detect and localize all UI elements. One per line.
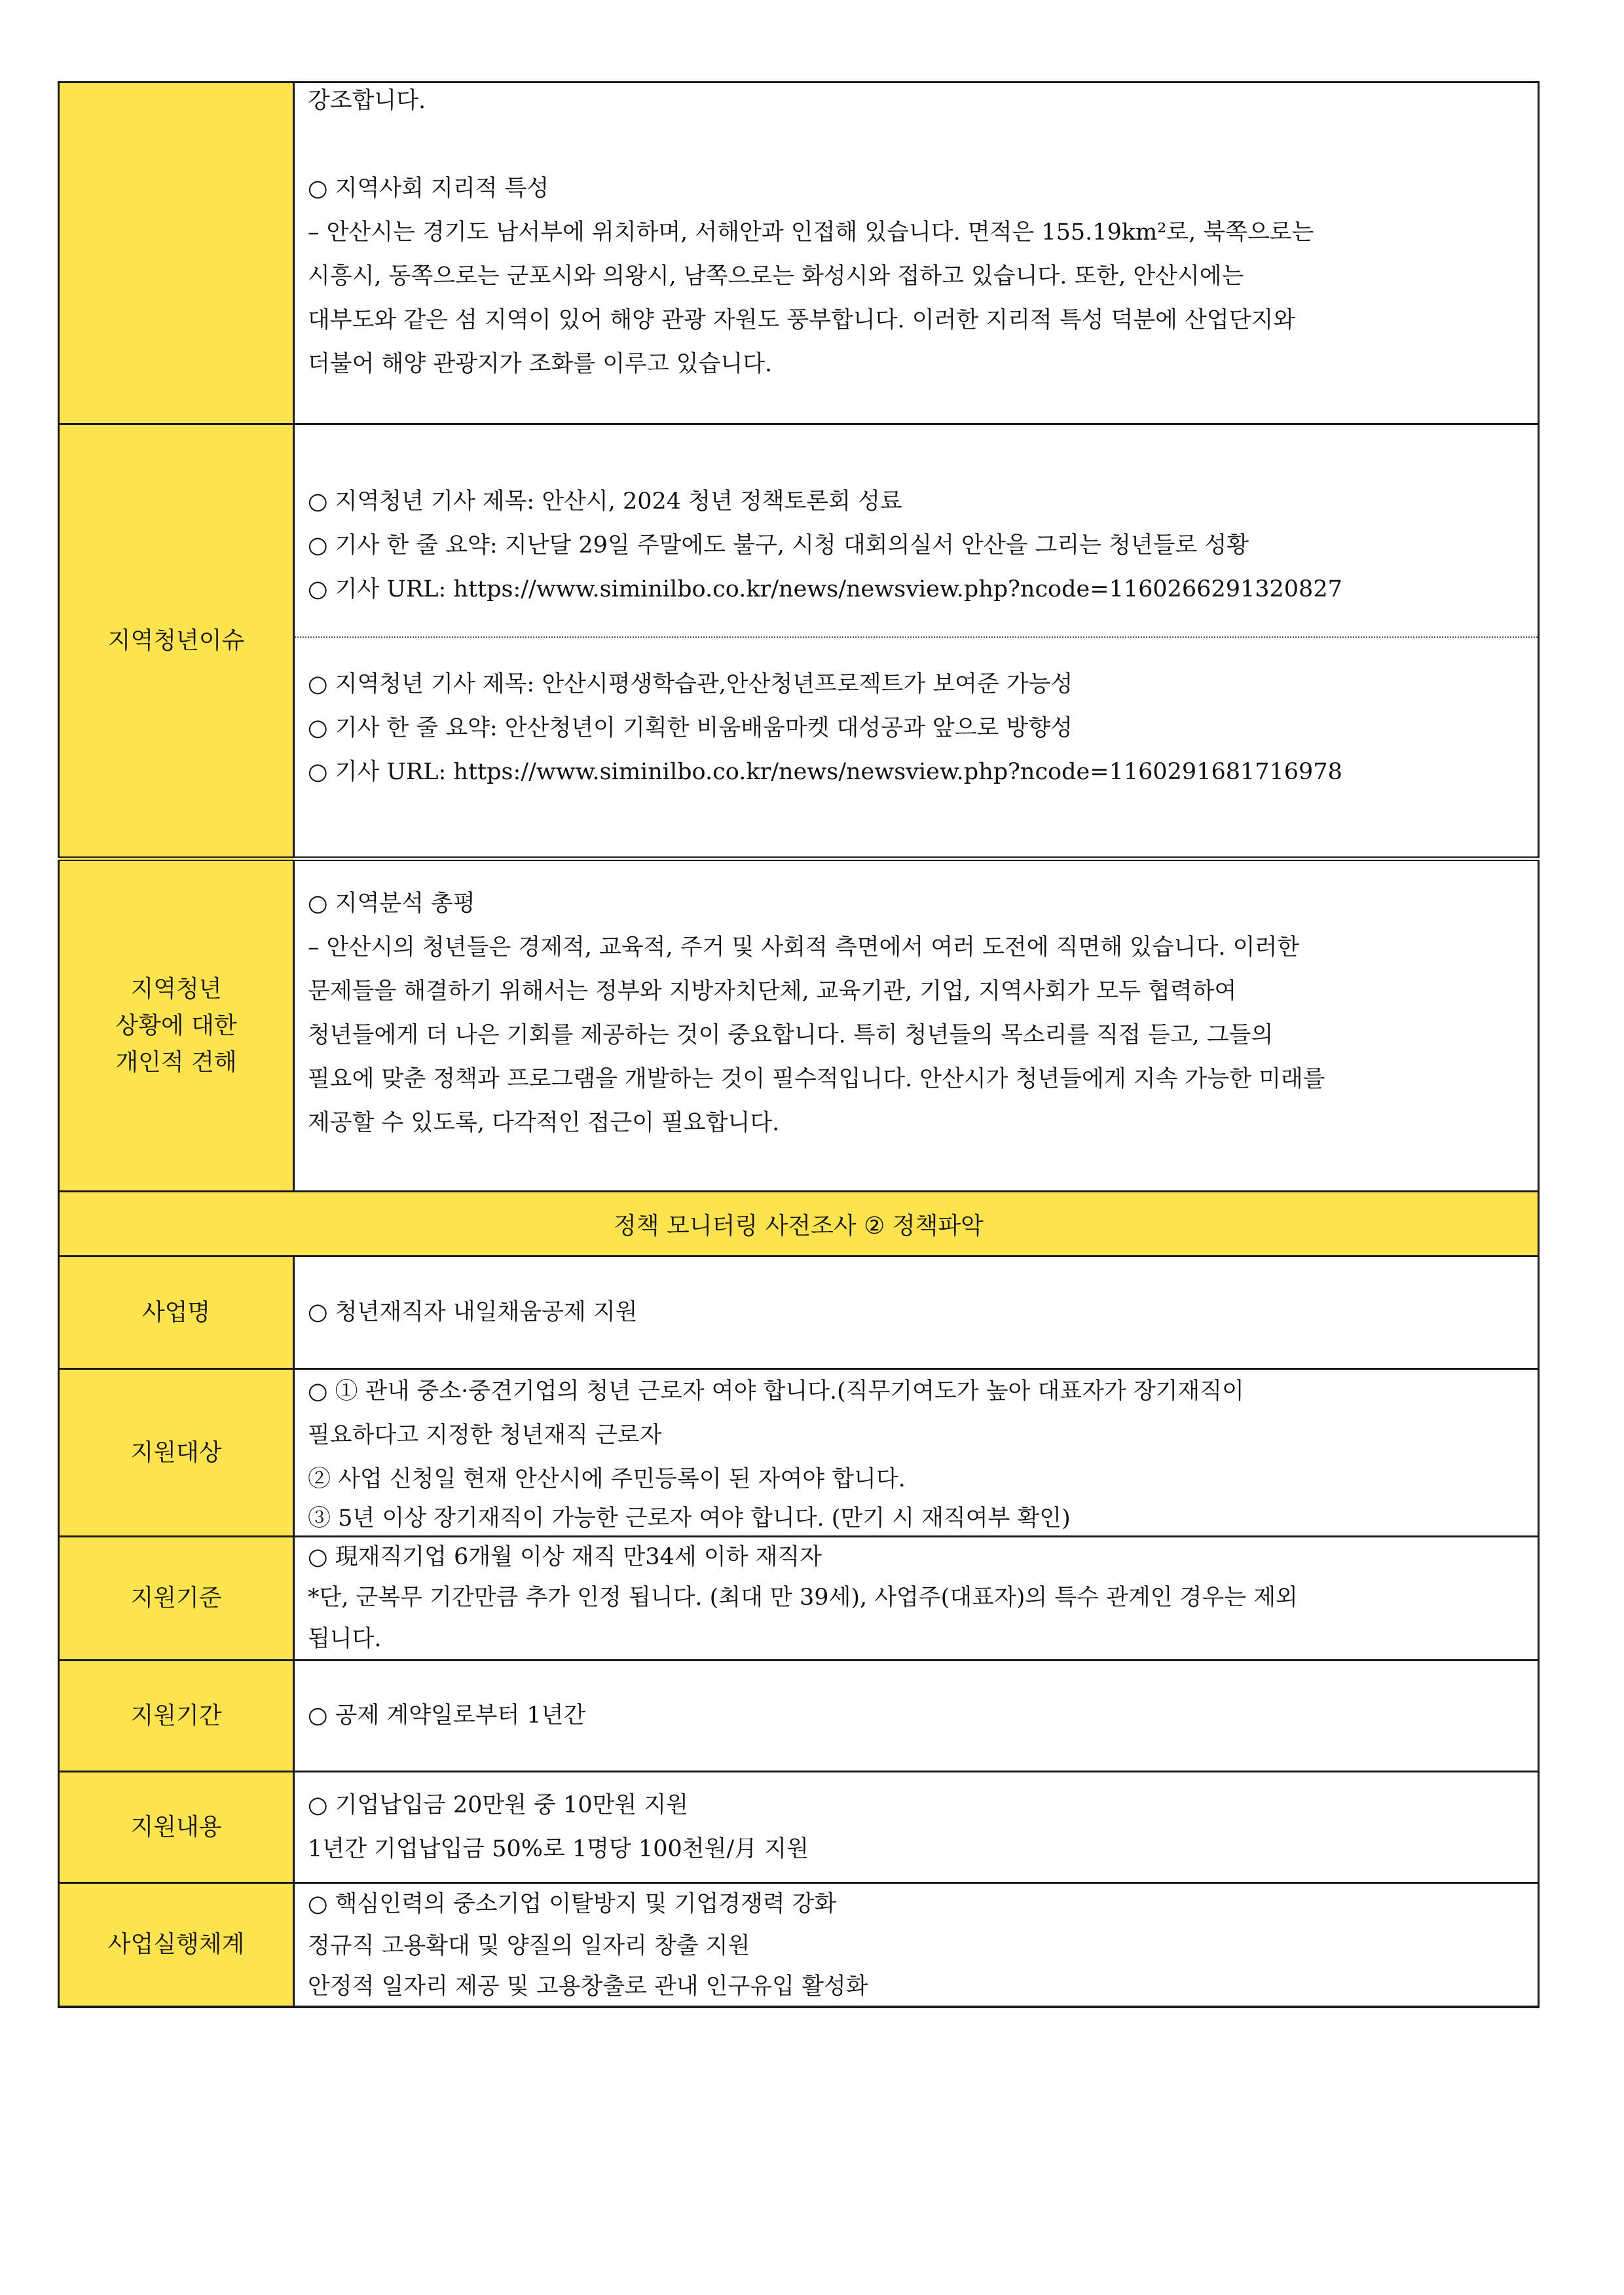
article1-title: ○ 지역청년 기사 제목: 안산시, 2024 청년 정책토론회 성료: [308, 488, 902, 515]
article2-summary: ○ 기사 한 줄 요약: 안산청년이 기획한 비움배움마켓 대성공과 앞으로 방향성: [308, 715, 1073, 741]
system-line: 정규직 고용확대 및 양질의 일자리 창출 지원: [308, 1933, 750, 1959]
opinion-label: [59, 859, 294, 1192]
issue-divider: [295, 636, 1538, 638]
geo-line: 시흥시, 동쪽으로는 군포시와 의왕시, 남쪽으로는 화성시와 접하고 있습니다. 또한, 안산시에는: [308, 263, 1244, 289]
criteria-line: 됩니다.: [308, 1626, 382, 1652]
content-line: 1년간 기업납입금 50%로 1명당 100천원/月 지원: [308, 1835, 809, 1862]
business-name-label: 사업명: [59, 1257, 294, 1369]
issue-label: 지역청년이슈: [59, 424, 294, 859]
geo-line: 대부도와 같은 섬 지역이 있어 해양 관광 자원도 풍부합니다. 이러한 지리적 특성 덕분에 산업단지와: [308, 307, 1296, 333]
article1-url: ○ 기사 URL: https://www.siminilbo.co.kr/news/newsview.php?ncode=1160266291320827: [308, 576, 1342, 602]
opinion-content: [294, 859, 1539, 1192]
target-line: ③ 5년 이상 장기재직이 가능한 근로자 여야 합니다. (만기 시 재직여부 확인): [308, 1505, 1071, 1532]
opinion-line: 필요에 맞춘 정책과 프로그램을 개발하는 것이 필수적입니다. 안산시가 청년들에게 지속 가능한 미래를: [308, 1066, 1325, 1092]
system-label: 사업실행체계: [59, 1883, 294, 2008]
period-value: [294, 1661, 1539, 1772]
opinion-label-line: 지역청년: [130, 975, 222, 1002]
table-row-opinion: [59, 859, 1539, 1192]
table-row-region: [59, 83, 1539, 424]
table-row-content: [59, 1772, 1539, 1883]
target-content: [294, 1369, 1539, 1537]
geo-line: 더불어 해양 관광지가 조화를 이루고 있습니다.: [308, 351, 773, 377]
opinion-line: – 안산시의 청년들은 경제적, 교육적, 주거 및 사회적 측면에서 여러 도전에 직면해 있습니다. 이러한: [308, 934, 1300, 961]
table-row-period: [59, 1661, 1539, 1772]
system-line: 안정적 일자리 제공 및 고용창출로 관내 인구유입 활성화: [308, 1974, 868, 2000]
table-row-target: [59, 1369, 1539, 1537]
label-cell-empty: [59, 83, 294, 424]
period-label: 지원기간: [59, 1661, 294, 1772]
article1-summary: ○ 기사 한 줄 요약: 지난달 29일 주말에도 불구, 시청 대회의실서 안산을 그리는 청년들로 성황: [308, 532, 1249, 559]
target-line: ○ ① 관내 중소·중견기업의 청년 근로자 여야 합니다.(직무기여도가 높아 대표자가 장기재직이: [308, 1378, 1244, 1405]
criteria-label: 지원기준: [59, 1537, 294, 1661]
opinion-line: 청년들에게 더 나은 기회를 제공하는 것이 중요합니다. 특히 청년들의 목소리를 직접 듣고, 그들의: [308, 1022, 1274, 1048]
business-name-text: ○ 청년재직자 내일채움공제 지원: [308, 1299, 638, 1325]
opinion-line: 문제들을 해결하기 위해서는 정부와 지방자치단체, 교육기관, 기업, 지역사회가 모두 협력하여: [308, 978, 1237, 1004]
period-text: ○ 공제 계약일로부터 1년간: [308, 1702, 586, 1729]
geo-line: – 안산시는 경기도 남서부에 위치하며, 서해안과 인접해 있습니다. 면적은 155.19km²로, 북쪽으로는: [308, 219, 1314, 246]
opinion-title: ○ 지역분석 총평: [308, 890, 475, 917]
issue-content: [294, 424, 1539, 859]
criteria-line: *단, 군복무 기간만큼 추가 인정 됩니다. (최대 만 39세), 사업주(대표자)의 특수 관계인 경우는 제외: [308, 1585, 1298, 1611]
content-content: [294, 1772, 1539, 1883]
table-row-business-name: [59, 1257, 1539, 1369]
table-row-issue: [59, 424, 1539, 859]
opinion-label-line: 개인적 견해: [115, 1048, 237, 1076]
article2-url: ○ 기사 URL: https://www.siminilbo.co.kr/news/newsview.php?ncode=1160291681716978: [308, 759, 1342, 785]
policy-report-table: [58, 81, 1540, 2008]
content-line: ○ 기업납입금 20만원 중 10만원 지원: [308, 1791, 688, 1818]
table-row-criteria: [59, 1537, 1539, 1661]
region-content: [294, 83, 1539, 424]
business-name-value: [294, 1257, 1539, 1369]
target-line: 필요하다고 지정한 청년재직 근로자: [308, 1422, 662, 1448]
table-row-section-header: [59, 1192, 1539, 1257]
region-line-0: 강조합니다.: [308, 88, 426, 114]
content-label: 지원내용: [59, 1772, 294, 1883]
system-content: [294, 1883, 1539, 2008]
opinion-label-line: 상황에 대한: [115, 1012, 237, 1039]
opinion-line: 제공할 수 있도록, 다각적인 접근이 필요합니다.: [308, 1110, 780, 1136]
section-header: 정책 모니터링 사전조사 ② 정책파악: [59, 1192, 1539, 1257]
geo-title: ○ 지역사회 지리적 특성: [308, 175, 549, 202]
system-line: ○ 핵심인력의 중소기업 이탈방지 및 기업경쟁력 강화: [308, 1891, 837, 1917]
article2-title: ○ 지역청년 기사 제목: 안산시평생학습관,안산청년프로젝트가 보여준 가능성: [308, 671, 1073, 697]
criteria-line: ○ 現재직기업 6개월 이상 재직 만34세 이하 재직자: [308, 1544, 822, 1570]
target-label: 지원대상: [59, 1369, 294, 1537]
table-row-system: [59, 1883, 1539, 2008]
target-line: ② 사업 신청일 현재 안산시에 주민등록이 된 자여야 합니다.: [308, 1466, 906, 1492]
criteria-content: [294, 1537, 1539, 1661]
